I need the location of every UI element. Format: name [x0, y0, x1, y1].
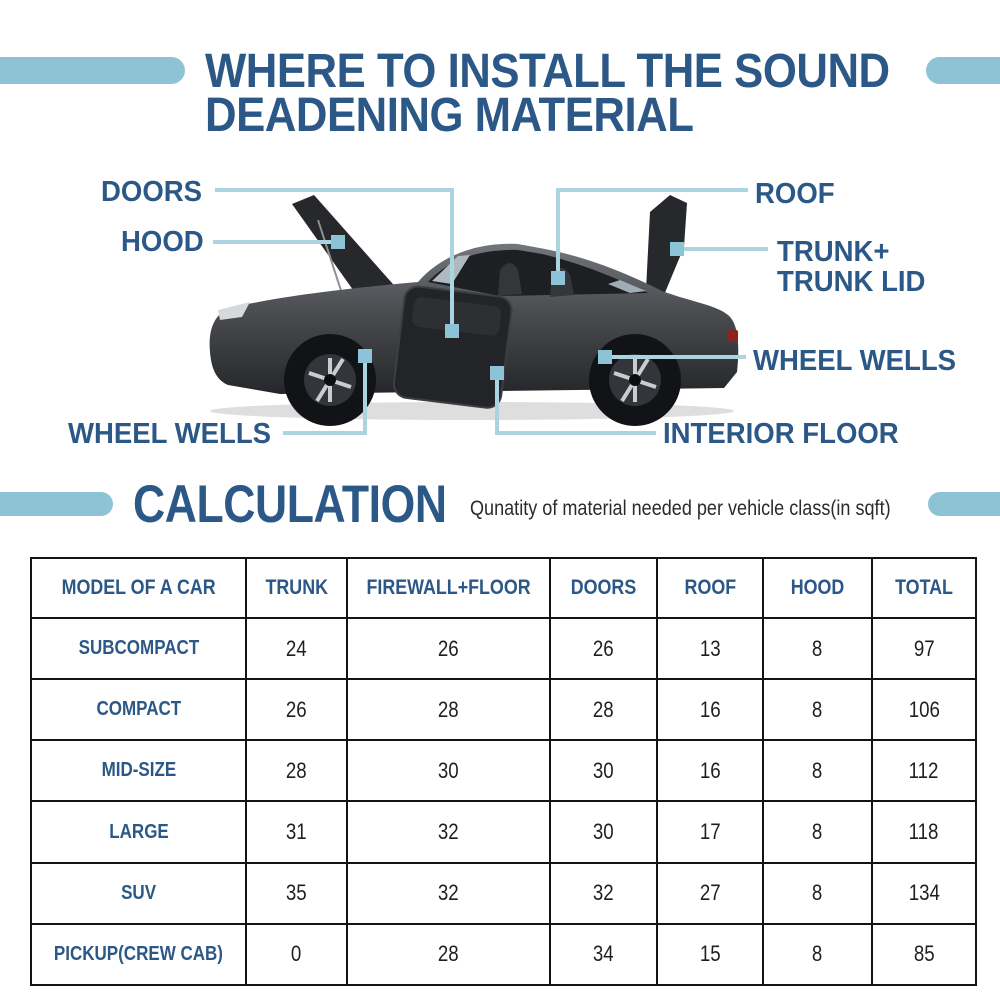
car-illustration	[200, 192, 760, 427]
page-title	[205, 45, 897, 142]
value-cell: 8	[763, 679, 872, 740]
value-cell: 85	[872, 924, 976, 985]
value-cell: 15	[657, 924, 763, 985]
label-doors: DOORS	[101, 176, 203, 208]
value-cell: 35	[246, 863, 347, 924]
value-cell: 27	[657, 863, 763, 924]
value-cell: 28	[347, 679, 550, 740]
value-cell: 8	[763, 924, 872, 985]
value-cell: 26	[550, 618, 657, 679]
calculation-left-pill	[0, 492, 113, 516]
model-cell: SUBCOMPACT	[31, 618, 246, 679]
car-front-wheel	[284, 334, 376, 426]
value-cell: 8	[763, 801, 872, 862]
value-cell: 118	[872, 801, 976, 862]
value-cell: 32	[550, 863, 657, 924]
value-cell: 31	[246, 801, 347, 862]
col-header-hood: HOOD	[763, 558, 872, 618]
value-cell: 26	[246, 679, 347, 740]
col-header-trunk: TRUNK	[246, 558, 347, 618]
value-cell: 17	[657, 801, 763, 862]
label-wheel-wells-left: WHEEL WELLS	[68, 418, 272, 450]
model-cell: LARGE	[31, 801, 246, 862]
table-row	[31, 863, 976, 924]
value-cell: 16	[657, 740, 763, 801]
page-title-line1: WHERE TO INSTALL THE SOUND	[205, 45, 890, 98]
value-cell: 34	[550, 924, 657, 985]
col-header-total: TOTAL	[872, 558, 976, 618]
value-cell: 134	[872, 863, 976, 924]
model-cell: COMPACT	[31, 679, 246, 740]
value-cell: 16	[657, 679, 763, 740]
table-header-row	[31, 558, 976, 618]
calculation-subtitle: Qunatity of material needed per vehicle class(in sqft)	[470, 497, 891, 520]
car-rear-wheel	[589, 334, 681, 426]
col-header-model: MODEL OF A CAR	[31, 558, 246, 618]
title-right-pill	[926, 57, 1000, 84]
table-row	[31, 618, 976, 679]
label-trunk	[777, 237, 925, 297]
value-cell: 112	[872, 740, 976, 801]
value-cell: 32	[347, 863, 550, 924]
table-row	[31, 801, 976, 862]
label-trunk-line2: TRUNK LID	[777, 266, 926, 298]
label-trunk-line1: TRUNK+	[777, 236, 890, 268]
value-cell: 30	[550, 801, 657, 862]
table-row	[31, 740, 976, 801]
calculation-heading: CALCULATION	[133, 475, 447, 534]
car-open-trunk-lid	[646, 195, 687, 295]
label-hood: HOOD	[121, 226, 204, 258]
car-taillight	[728, 330, 738, 342]
col-header-roof: ROOF	[657, 558, 763, 618]
value-cell: 8	[763, 740, 872, 801]
value-cell: 8	[763, 618, 872, 679]
value-cell: 24	[246, 618, 347, 679]
col-header-doors: DOORS	[550, 558, 657, 618]
value-cell: 97	[872, 618, 976, 679]
model-cell: MID-SIZE	[31, 740, 246, 801]
label-interior-floor: INTERIOR FLOOR	[663, 418, 899, 450]
table-row	[31, 924, 976, 985]
table-row	[31, 679, 976, 740]
car-open-door	[392, 285, 513, 409]
value-cell: 28	[550, 679, 657, 740]
value-cell: 28	[246, 740, 347, 801]
value-cell: 8	[763, 863, 872, 924]
col-header-firewall-floor: FIREWALL+FLOOR	[347, 558, 550, 618]
label-roof: ROOF	[755, 178, 835, 210]
value-cell: 13	[657, 618, 763, 679]
page-title-line2: DEADENING MATERIAL	[205, 89, 694, 142]
model-cell: PICKUP(CREW CAB)	[31, 924, 246, 985]
value-cell: 106	[872, 679, 976, 740]
label-wheel-wells-right: WHEEL WELLS	[753, 345, 957, 377]
value-cell: 30	[550, 740, 657, 801]
model-cell: SUV	[31, 863, 246, 924]
value-cell: 32	[347, 801, 550, 862]
value-cell: 0	[246, 924, 347, 985]
calculation-table	[30, 557, 977, 986]
calculation-right-pill	[928, 492, 1000, 516]
value-cell: 30	[347, 740, 550, 801]
value-cell: 26	[347, 618, 550, 679]
value-cell: 28	[347, 924, 550, 985]
title-left-pill	[0, 57, 185, 84]
